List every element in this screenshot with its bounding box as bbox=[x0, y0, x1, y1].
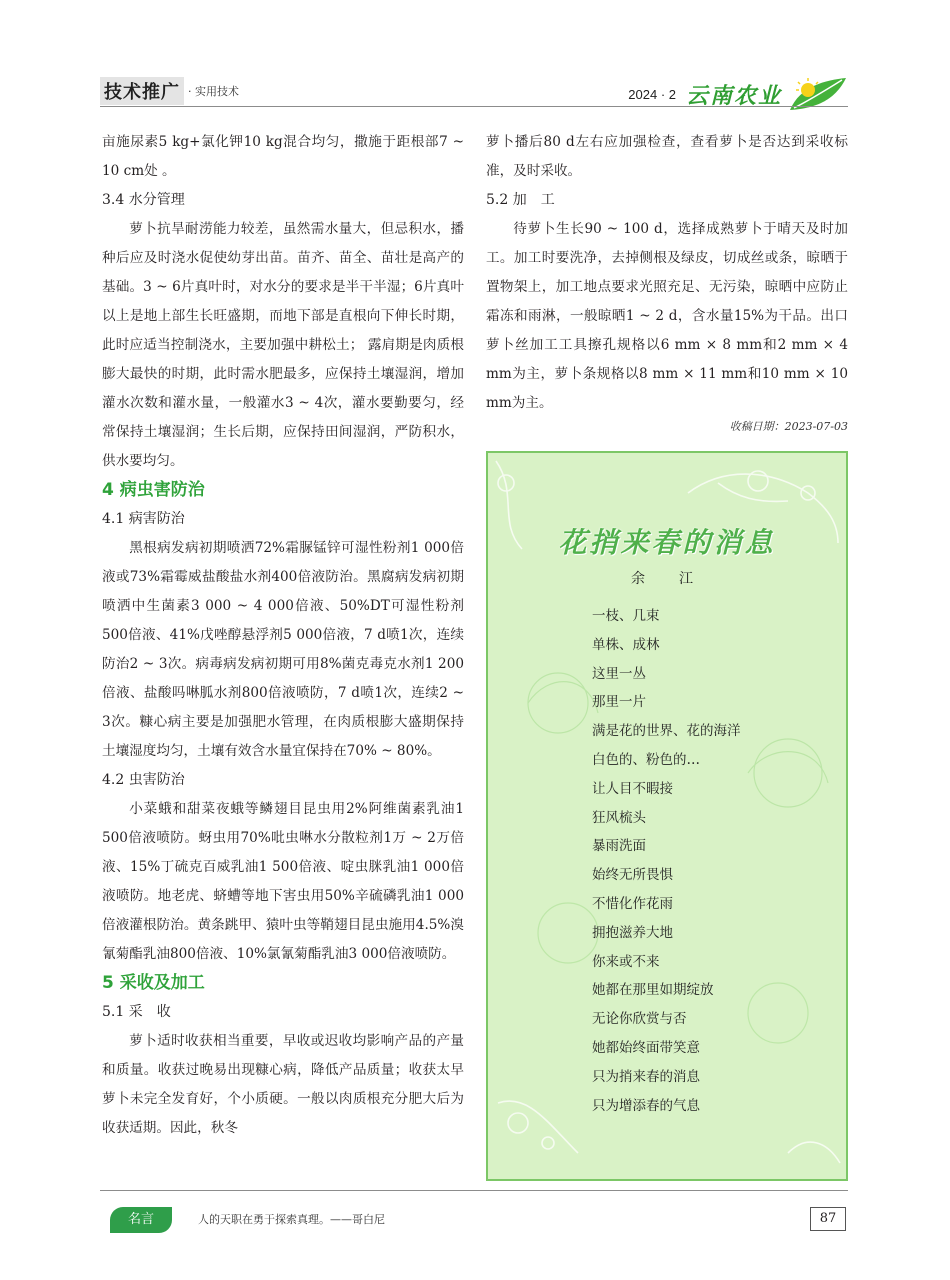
left-column bbox=[102, 128, 464, 1143]
poem-line: 让人目不暇接 bbox=[592, 780, 673, 797]
subheading-5-2: 5.2 加 工 bbox=[486, 192, 555, 208]
poem-author: 余 江 bbox=[631, 571, 703, 587]
poem-line: 一枝、几束 bbox=[592, 608, 660, 624]
poem-box bbox=[486, 451, 848, 1181]
footer-rule bbox=[100, 1190, 848, 1191]
received-date: 收稿日期：2023-07-03 bbox=[729, 420, 848, 433]
poem-line: 单株、成林 bbox=[592, 636, 660, 653]
paragraph: 萝卜适时收获相当重要，早收或迟收均影响产品的产量和质量。收获过晚易出现糠心病，降低产品质量；收获太早萝卜未完全发育好，个小质硬。一般以肉质根充分肥大后为收获适期。因此，秋冬 bbox=[102, 1033, 464, 1136]
quote-tag: 名言 bbox=[110, 1207, 172, 1233]
poem-line: 白色的、粉色的… bbox=[592, 751, 700, 768]
subheading-4-1: 4.1 病害防治 bbox=[102, 511, 185, 527]
paragraph: 待萝卜生长90 ~ 100 d，选择成熟萝卜于晴天及时加工。加工时要洗净，去掉侧根及绿皮，切成丝或条，晾晒于置物架上，加工地点要求光照充足、无污染，晾晒中应防止霜冻和雨淋，一般晾晒1 ~ 2 d，含水量15%为干品。出口萝卜丝加工工具擦孔规格以6 mm × 8 mm和2 mm × 4 mm为主，萝卜条规格以8 mm × 11 mm和10 mm × 10 mm为主。 bbox=[486, 221, 848, 411]
section-heading-5: 5 采收及加工 bbox=[102, 973, 205, 993]
paragraph: 亩施尿素5 kg+氯化钾10 kg混合均匀，撒施于距根部7 ~ 10 cm处 。 bbox=[102, 134, 464, 179]
paragraph: 萝卜播后80 d左右应加强检查，查看萝卜是否达到采收标准，及时采收。 bbox=[486, 134, 848, 179]
right-column bbox=[486, 128, 848, 436]
section-label bbox=[100, 78, 239, 104]
journal-title: 云南农业 bbox=[685, 82, 782, 109]
poem-title: 花捎来春的消息 bbox=[558, 526, 776, 559]
poem-line: 只为捎来春的消息 bbox=[592, 1068, 700, 1085]
poem-line: 狂风梳头 bbox=[592, 809, 646, 826]
poem-line: 你来或不来 bbox=[592, 953, 660, 970]
section-tag: 技术推广 bbox=[100, 77, 184, 105]
subheading-5-1: 5.1 采 收 bbox=[102, 1004, 171, 1020]
paragraph: 黑根病发病初期喷洒72%霜脲锰锌可湿性粉剂1 000倍液或73%霜霉威盐酸盐水剂400倍液防治。黑腐病发病初期喷洒中生菌素3 000 ~ 4 000倍液、50%DT可湿性粉剂500倍液、41%戊唑醇悬浮剂5 000倍液，7 d喷1次，连续防治2 ~ 3次。病毒病发病初期可用8%菌克毒克水剂1 200倍液、盐酸吗啉胍水剂800倍液喷防，7 d喷1次，连续2 ~ 3次。糠心病主要是加强肥水管理，在肉质根膨大盛期保持土壤湿度均匀，土壤有效含水量宜保持在70% ~ 80%。 bbox=[102, 540, 464, 759]
poem-line: 她都在那里如期绽放 bbox=[592, 982, 714, 999]
section-heading-4: 4 病虫害防治 bbox=[102, 480, 205, 500]
poem-line: 这里一丛 bbox=[592, 665, 646, 682]
subheading-4-2: 4.2 虫害防治 bbox=[102, 772, 185, 788]
poem-line: 只为增添春的气息 bbox=[592, 1097, 700, 1114]
poem-line: 始终无所畏惧 bbox=[592, 867, 673, 884]
poem-lines bbox=[592, 602, 741, 1120]
poem-line: 无论你欣赏与否 bbox=[592, 1011, 687, 1028]
paragraph: 萝卜抗旱耐涝能力较差，虽然需水量大，但忌积水，播种后应及时浇水促使幼芽出苗。苗齐、苗全、苗壮是高产的基础。3 ~ 6片真叶时，对水分的要求是半干半湿；6片真叶以上是地上部生长旺盛期，而地下部是直根向下伸长时期，此时应适当控制浇水，主要加强中耕松土； 露肩期是肉质根膨大最快的时期，此时需水肥最多，应保持土壤湿润，增加灌水次数和灌水量，一般灌水3 ~ 4次，灌水要勤要匀，经常保持土壤湿润；生长后期，应保持田间湿润，严防积水，供水要均匀。 bbox=[102, 221, 464, 469]
footer-quote: 人的天职在勇于探索真理。——哥白尼 bbox=[198, 1213, 385, 1226]
page-number: 87 bbox=[810, 1207, 846, 1231]
poem-line: 拥抱滋养大地 bbox=[592, 924, 673, 941]
poem-line: 那里一片 bbox=[592, 694, 646, 711]
poem-line: 她都始终面带笑意 bbox=[592, 1039, 700, 1056]
section-subtag: · 实用技术 bbox=[188, 85, 239, 98]
subheading-3-4: 3.4 水分管理 bbox=[102, 192, 185, 208]
header-rule bbox=[100, 106, 848, 107]
poem-line: 满是花的世界、花的海洋 bbox=[592, 723, 741, 740]
issue-number: 2024 · 2 bbox=[628, 86, 676, 102]
poem-line: 不惜化作花雨 bbox=[592, 895, 673, 912]
poem-line: 暴雨洗面 bbox=[592, 838, 646, 855]
paragraph: 小菜蛾和甜菜夜蛾等鳞翅目昆虫用2%阿维菌素乳油1 500倍液喷防。蚜虫用70%吡虫啉水分散粒剂1万 ~ 2万倍液、15%丁硫克百威乳油1 500倍液、啶虫脒乳油1 000倍液喷防。地老虎、蛴螬等地下害虫用50%辛硫磷乳油1 000倍液灌根防治。黄条跳甲、猿叶虫等鞘翅目昆虫施用4.5%溴氰菊酯乳油800倍液、10%氯氰菊酯乳油3 000倍液喷防。 bbox=[102, 801, 464, 962]
